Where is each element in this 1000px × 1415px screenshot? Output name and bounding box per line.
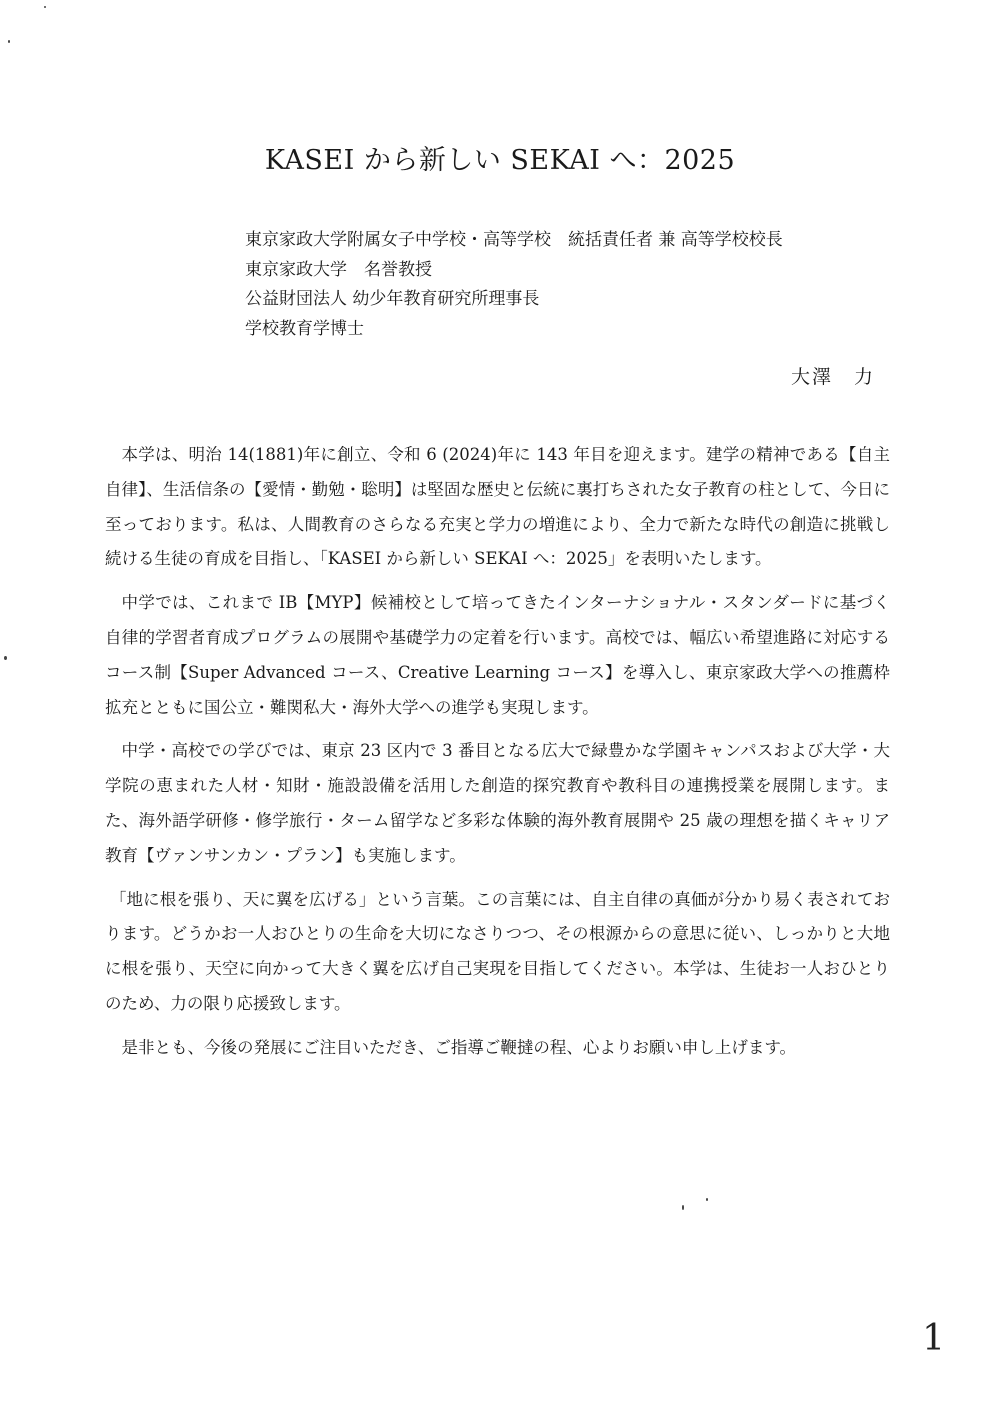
scan-speck xyxy=(8,40,10,43)
paragraph: 「地に根を張り、天に翼を広げる」という言葉。この言葉には、自主自律の真価が分かり易く表されております。どうかお一人おひとりの生命を大切になさりつつ、その根源からの意思に従い、しっかりと大地に根を張り、天空に向かって大きく翼を広げ自己実現を目指してください。本学は、生徒お一人おひとりのため、力の限り応援致します。 xyxy=(105,889,890,1013)
affiliation-line: 公益財団法人 幼少年教育研究所理事長 xyxy=(245,289,540,309)
affiliation-line: 学校教育学博士 xyxy=(245,318,364,339)
paragraph: 中学・高校での学びでは、東京 23 区内で 3 番目となる広大で緑豊かな学園キャンパスおよび大学・大学院の恵まれた人材・知財・施設設備を活用した創造的探究教育や教科目の連携授業を展開します。また、海外語学研修・修学旅行・ターム留学など多彩な体験的海外教育展開や 25 歳の理想を描くキャリア教育【ヴァンサンカン・プラン】も実施します。 xyxy=(105,741,890,865)
paragraph: 是非とも、今後の発展にご注目いただき、ご指導ご鞭撻の程、心よりお願い申し上げます。 xyxy=(121,1037,797,1057)
affiliation-line: 東京家政大学附属女子中学校・高等学校 統括責任者 兼 高等学校校長 xyxy=(245,230,783,250)
scan-speck xyxy=(706,1198,708,1201)
scan-speck xyxy=(44,6,46,8)
author-name: 大澤 力 xyxy=(790,366,875,388)
author-affiliations xyxy=(245,226,783,344)
scan-speck xyxy=(4,656,7,660)
paragraph: 本学は、明治 14(1881)年に創立、令和 6 (2024)年に 143 年目を迎えます。建学の精神である【自主自律】、生活信条の【愛情・勤勉・聡明】は堅固な歴史と伝統に裏打ちされた女子教育の柱として、今日に至っております。私は、人間教育のさらなる充実と学力の増進により、全力で新たな時代の創造に挑戦し続ける生徒の育成を目指し、「KASEI から新しい SEKAI へ：2025」を表明いたします。 xyxy=(105,445,890,569)
body-text xyxy=(105,438,890,1075)
paragraph: 中学では、これまで IB【MYP】候補校として培ってきたインターナショナル・スタンダードに基づく自律的学習者育成プログラムの展開や基礎学力の定着を行います。高校では、幅広い希望進路に対応するコース制【Super Advanced コース、Creative Learning コース】を導入し、東京家政大学への推薦枠拡充とともに国公立・難関私大・海外大学への進学も実現します。 xyxy=(105,593,890,717)
affiliation-line: 東京家政大学 名誉教授 xyxy=(245,259,432,280)
document-title: KASEI から新しい SEKAI へ：2025 xyxy=(264,145,736,176)
scan-speck xyxy=(682,1205,684,1210)
page-number: 1 xyxy=(922,1318,945,1359)
